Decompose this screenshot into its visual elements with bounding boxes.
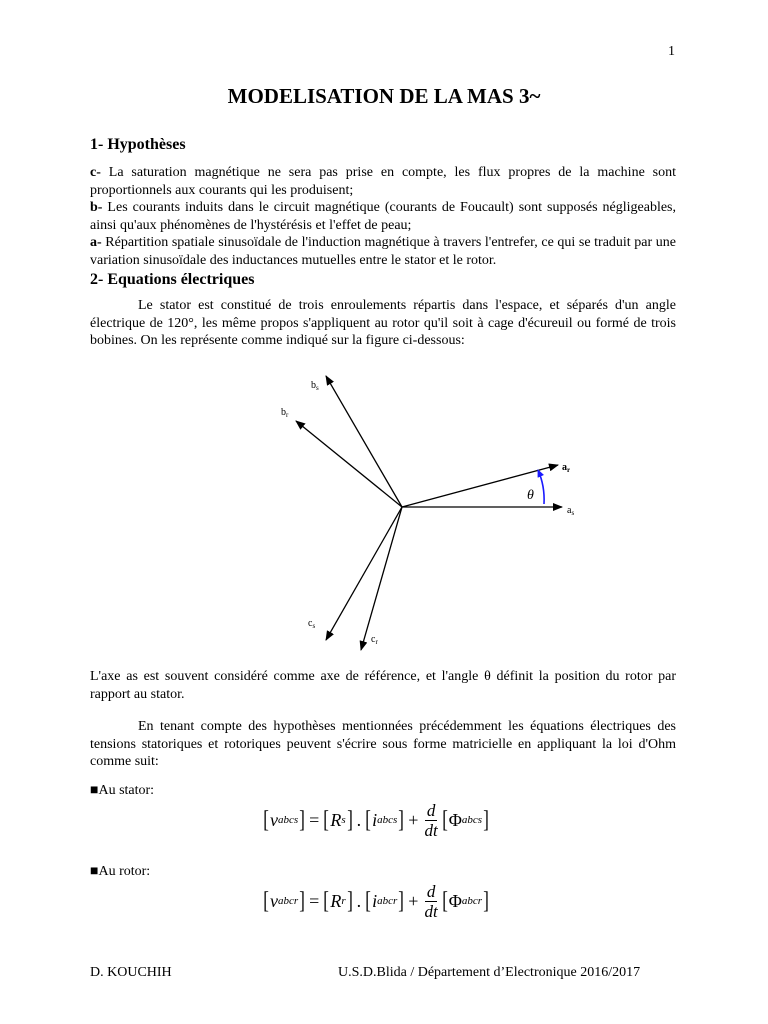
label-ar: $a_r$ [562, 462, 571, 474]
axis-ar [402, 465, 558, 507]
theta-arc [538, 470, 544, 504]
stator-i: i [372, 809, 378, 830]
hypothesis-marker-c: c- [90, 165, 101, 180]
rotor-phi-sub: abcr [461, 895, 483, 907]
stator-r-sub: s [341, 814, 346, 826]
rotor-v: v [270, 890, 278, 911]
rotor-dt: dt [424, 901, 438, 921]
axis-br [296, 421, 402, 507]
label-cs: $c_s$ [308, 618, 316, 630]
hypothesis-text-a: Répartition spatiale sinusoïdale de l'induction magnétique à travers l'entrefer, ce qui se traduit par une variation sinusoïdale des inductances mutuelles entre le stator et le rotor. [90, 235, 676, 268]
stator-d: d [426, 800, 436, 820]
hypothesis-text-c: La saturation magnétique ne sera pas prise en compte, les flux propres de la machine sont proportionnels aux courants qui les produisent; [90, 165, 676, 198]
label-bs: $b_s$ [311, 380, 319, 392]
page-number: 1 [668, 44, 675, 59]
rotor-label: ■Au rotor: [90, 864, 151, 879]
hypothesis-text-b: Les courants induits dans le circuit magnétique (courants de Foucault) sont supposés négligeables, ainsi qu'aux phénomènes de l'hystérésis et l'effet de peau; [90, 200, 676, 233]
hypotheses-paragraph [90, 164, 676, 269]
hypothesis-marker-a: a- [90, 235, 102, 250]
rotor-i: i [372, 890, 378, 911]
stator-phi: Φ [448, 809, 462, 830]
axis-cs [326, 507, 402, 640]
stator-phi-sub: abcs [461, 814, 483, 826]
axes-figure [240, 360, 600, 660]
label-theta: θ [527, 488, 534, 503]
matrix-form-note: En tenant compte des hypothèses mentionnées précédemment les équations électriques des tensions statoriques et rotoriques peuvent s'écrire sous forme matricielle en appliquant la loi d'Ohm comme suit: [90, 719, 676, 769]
rotor-v-sub: abcr [278, 895, 299, 907]
stator-r: R [330, 809, 342, 830]
stator-v-sub: abcs [278, 814, 299, 826]
page-title: MODELISATION DE LA MAS 3~ [227, 84, 541, 108]
axis-cr [361, 507, 402, 650]
label-as: $a_s$ [567, 505, 575, 517]
rotor-r: R [330, 890, 342, 911]
stator-dt: dt [424, 820, 438, 840]
stator-label: ■Au stator: [90, 783, 155, 798]
rotor-r-sub: r [341, 895, 346, 907]
section-heading-equations: 2- Equations électriques [90, 271, 255, 288]
hypothesis-marker-b: b- [90, 200, 103, 215]
stator-v: v [270, 809, 278, 830]
stator-i-sub: abcs [377, 814, 398, 826]
section-heading-hypotheses: 1- Hypothèses [90, 136, 186, 153]
rotor-i-sub: abcr [377, 895, 398, 907]
axis-bs [326, 376, 402, 507]
footer-author: D. KOUCHIH [90, 965, 172, 980]
stator-equation: [ v abcs ] = [ R s ] . [ i abcs ] + $\frac{d}{dt}$ [ Φ abcs ] [263, 800, 489, 840]
rotor-equation: [ v abcr ] = [ R r ] . [ i abcr ] + $\frac{d}{dt}$ [ Φ abcr ] [263, 881, 489, 921]
stator-description: Le stator est constitué de trois enroulements répartis dans l'espace, et séparés d'un angle électrique de 120°, les même propos s'appliquent au rotor qu'il soit à cage d'écureuil ou formé de trois bobines. On les représente comme indiqué sur la figure ci-dessous: [90, 298, 676, 348]
label-cr: $c_r$ [371, 634, 378, 646]
rotor-phi: Φ [448, 890, 462, 911]
rotor-d: d [426, 881, 436, 901]
axis-reference-note: L'axe as est souvent considéré comme axe de référence, et l'angle θ définit la position du rotor par rapport au stator. [90, 669, 676, 702]
footer-institution: U.S.D.Blida / Département d’Electronique 2016/2017 [338, 965, 641, 980]
label-br: $b_r$ [281, 407, 289, 419]
